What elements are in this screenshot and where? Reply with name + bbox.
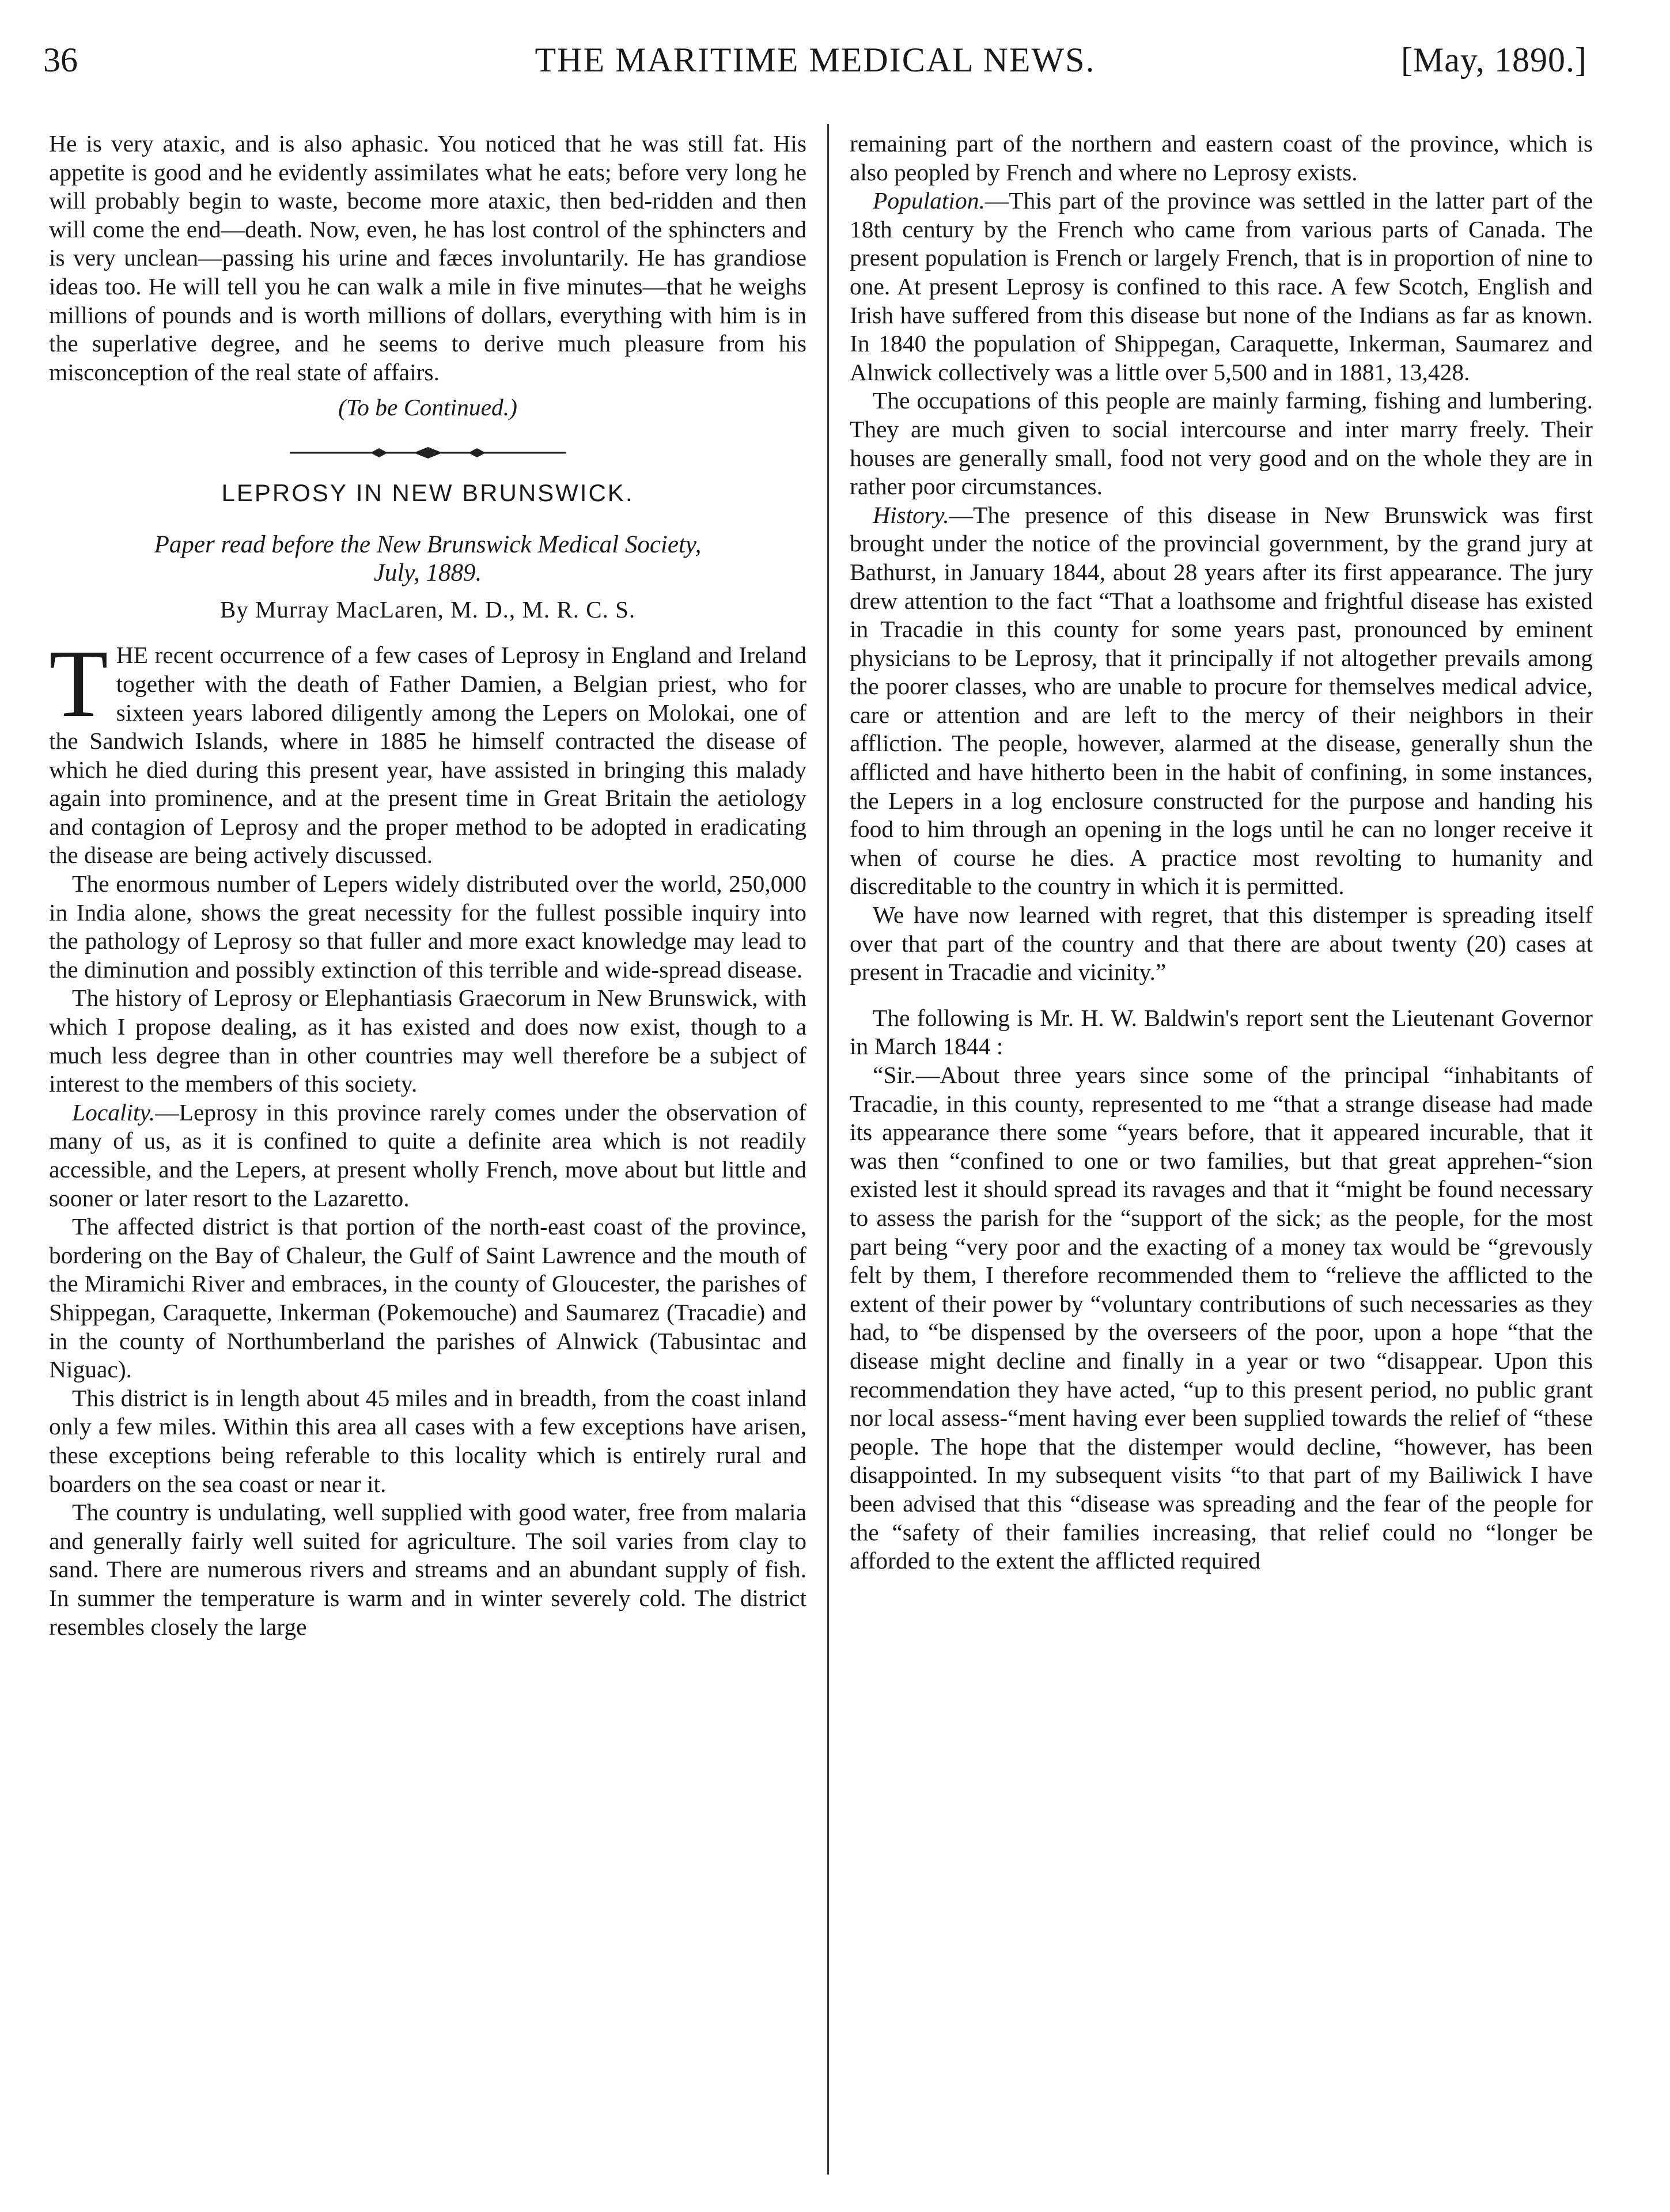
to-be-continued: (To be Continued.) <box>338 394 517 421</box>
drop-cap: T <box>49 630 108 738</box>
paragraph-regret: We have now learned with regret, that this distemper is spreading itself over that part of the country and that there are about twenty (20) cases at present in Tracadie and vicinity.” <box>850 902 1593 986</box>
article-title: LEPROSY IN NEW BRUNSWICK. <box>221 479 634 506</box>
right-column <box>850 130 1593 2186</box>
population-text: —This part of the province was settled in the latter part of the 18th century by the French who came from various parts of Canada. The present population is French or largely French, that is in proportion of nine to one. At present Leprosy is confined to this race. A few Scotch, English and Irish have suffered from this disease but none of the Indians as far as known. In 1840 the population of Shippegan, Caraquette, Inkerman, Saumarez and Alnwick collectively was a little over 5,500 and in 1881, 13,428. <box>850 187 1593 385</box>
paragraph-locality <box>49 1099 806 1213</box>
locality-text: —Leprosy in this province rarely comes under the observation of many of us, as it is confined to quite a definite area which is not readily accessible, and the Lepers, at present wholly French, move about but little and sooner or later resort to the Lazaretto. <box>49 1099 806 1211</box>
paragraph-history <box>850 501 1593 901</box>
paragraph-country: The country is undulating, well supplied with good water, free from malaria and generally fairly well suited for agriculture. The soil varies from clay to sand. There are numerous rivers and streams and an abundant supply of fish. In summer the temperature is warm and in winter severely cold. The district resembles closely the large <box>49 1499 806 1640</box>
journal-title: THE MARITIME MEDICAL NEWS. <box>535 41 1096 79</box>
paragraph-baldwin-report: “Sir.—About three years since some of the principal “inhabitants of Tracadie, in this county, represented to me “that a strange disease had made its appearance there some “years before, that it appeared incurable, that it was then “confined to one or two families, but that great apprehen-“sion existed lest it should spread its ravages and that it “might be found necessary to assess the parish for the “support of the sick; as the people, for the most part being “very poor and the exacting of a money tax would be “grevously felt by them, I therefore recommended them to “relieve the afflicted to the extent of their power by “voluntary contributions of such necessaries as they had, to “be dispensed by the overseers of the poor, upon a hope “that the disease might decline and finally in a year or two “disappear. Upon this recommendation they have acted, “up to this present period, no public grant nor local assess-“ment having ever been supplied towards the relief of “these people. The hope that the distemper would decline, “however, has been disappointed. In my subsequent visits “to that part of my Bailiwick I have been advised that this “disease was spreading and the fear of the people for the “safety of their families increasing, that relief could no “longer be afforded to the extent the afflicted required <box>850 1062 1593 1574</box>
paragraph-population <box>850 187 1593 387</box>
paragraph-history-intro: The history of Leprosy or Elephantiasis Graecorum in New Brunswick, with which I propose dealing, as it has existed and does now exist, though to a much less degree than in other countries may well therefore be a subject of interest to the members of this society. <box>49 984 806 1097</box>
article-subtitle-line2: July, 1889. <box>373 559 482 587</box>
paragraph-baldwin-intro: The following is Mr. H. W. Baldwin's report sent the Lieutenant Governor in March 1844 : <box>850 1004 1593 1060</box>
page-number: 36 <box>43 41 78 79</box>
history-text: —The presence of this disease in New Brunswick was first brought under the notice of the provincial government, by the grand jury at Bathurst, in January 1844, about 28 years after its first appearance. The jury drew attention to the fact “That a loathsome and frightful disease has existed in Tracadie in this county for some years past, pronounced by eminent physicians to be Leprosy, that it principally if not altogether prevails among the poorer classes, who are unable to procure for themselves medical advice, care or attention and are left to the mercy of their neighbors in their affliction. The people, however, alarmed at the disease, generally shun the afflicted and have hitherto been in the habit of confining, in some instances, the Lepers in a log enclosure constructed for the purpose and handing his food to him through an opening in the logs until he can no longer receive it when of course he dies. A practice most revolting to humanity and discreditable to the country in which it is permitted. <box>850 501 1593 900</box>
article-byline: By Murray MacLaren, M. D., M. R. C. S. <box>219 596 636 623</box>
locality-heading: Locality. <box>72 1099 156 1126</box>
article-subtitle <box>49 531 806 588</box>
page-header <box>43 40 1587 86</box>
intro-paragraph-text: HE recent occurrence of a few cases of Leprosy in England and Ireland together with the death of Father Damien, a Belgian priest, who for sixteen years labored diligently among the Lepers on Molokai, one of the Sandwich Islands, where in 1885 he himself contracted the disease of which he died during this present year, have assisted in bringing this malady again into prominence, and at the present time in Great Britain the aetiology and contagion of Leprosy and the proper method to be adopted in eradicating the disease are being actively discussed. <box>49 642 806 869</box>
article-subtitle-line1: Paper read before the New Brunswick Medical Society, <box>154 531 702 558</box>
left-column <box>49 130 806 2186</box>
paragraph-occupations: The occupations of this people are mainly farming, fishing and lumbering. They are much given to social intercourse and inter marry freely. Their houses are generally small, food not very good and on the whole they are in rather poor circumstances. <box>850 387 1593 500</box>
column-divider <box>827 124 829 2175</box>
ornament-divider-icon <box>290 444 566 461</box>
history-heading: History. <box>873 501 949 528</box>
spacer <box>850 987 1593 1004</box>
intro-paragraph <box>49 630 806 870</box>
right-continued-paragraph: remaining part of the northern and eastern coast of the province, which is also peopled by French and where no Leprosy exists. <box>850 130 1593 185</box>
continued-paragraph: He is very ataxic, and is also aphasic. You noticed that he was still fat. His appetite is good and he evidently assimilates what he eats; before very long he will probably begin to waste, become more ataxic, then bed-ridden and then will come the end—death. Now, even, he has lost control of the sphincters and is very unclean—passing his urine and fæces involuntarily. He has grandiose ideas too. He will tell you he can walk a mile in five minutes—that he weighs millions of pounds and is worth millions of dollars, everything with him is in the superlative degree, and he seems to derive much pleasure from his misconception of the real state of affairs. <box>49 130 806 385</box>
paragraph-affected-district: The affected district is that portion of the north-east coast of the province, bordering on the Bay of Chaleur, the Gulf of Saint Lawrence and the mouth of the Miramichi River and embraces, in the county of Gloucester, the parishes of Shippegan, Caraquette, Inkerman (Pokemouche) and Saumarez (Tracadie) and in the county of Northumberland the parishes of Alnwick (Tabusintac and Niguac). <box>49 1213 806 1383</box>
paragraph-lepers-number: The enormous number of Lepers widely distributed over the world, 250,000 in India alone, shows the great necessity for the fullest possible inquiry into the pathology of Leprosy so that fuller and more exact knowledge may lead to the diminution and possibly extinction of this terrible and wide-spread disease. <box>49 870 806 983</box>
issue-date: [May, 1890.] <box>1400 41 1587 79</box>
paragraph-district-size: This district is in length about 45 miles and in breadth, from the coast inland only a few miles. Within this area all cases with a few exceptions have arisen, these exceptions being referable to this locality which is entirely rural and boarders on the sea coast or near it. <box>49 1384 806 1497</box>
population-heading: Population. <box>873 187 985 214</box>
